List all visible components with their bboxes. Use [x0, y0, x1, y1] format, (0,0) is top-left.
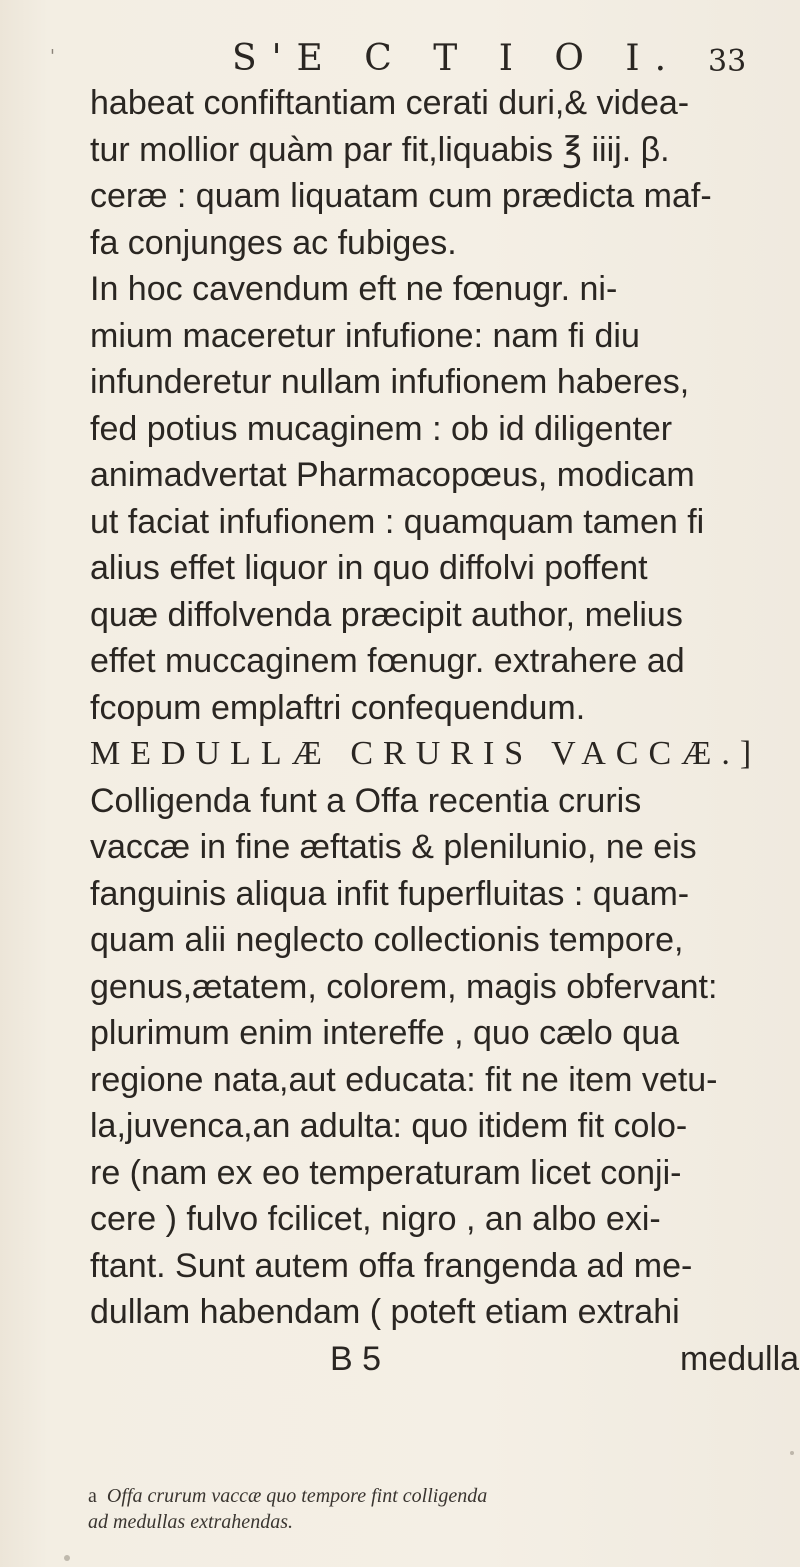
text-line: fcopum emplaftri confequendum. — [90, 688, 586, 727]
text-line: effet muccaginem fœnugr. extrahere ad — [90, 642, 685, 680]
section-title: S'E C T I O I. — [232, 38, 682, 79]
signature-mark: B 5 — [330, 1339, 382, 1378]
paper-speck — [64, 1555, 70, 1561]
paper-speck — [790, 1451, 794, 1455]
margin-mark: ' — [50, 46, 55, 67]
footnote-line — [88, 1483, 758, 1509]
footnote-line: ad medullas extrahendas. — [88, 1511, 293, 1533]
text-line: fanguinis aliqua infit fuperfluitas : quam- — [90, 874, 690, 913]
text-line: infunderetur nullam infufionem haberes, — [90, 363, 690, 401]
text-line: quæ diffolvenda præcipit author, melius — [90, 595, 683, 634]
body-text — [90, 80, 800, 1388]
footnote — [88, 1483, 758, 1535]
text-line: plurimum enim intereffe , quo cælo qua — [90, 1014, 680, 1052]
running-head — [0, 28, 800, 78]
text-line: ceræ : quam liquatam cum prædicta maf- — [90, 177, 712, 215]
text-line: alius effet liquor in quo diffolvi poffent — [90, 549, 648, 587]
text-line: genus,ætatem, colorem, magis obfervant: — [90, 967, 718, 1006]
text-line: vaccæ in fine æftatis & plenilunio, ne eis — [90, 828, 697, 866]
catchword: medulla — [680, 1339, 800, 1378]
text-line: fed potius mucaginem : ob id diligenter — [90, 409, 673, 448]
text-line: cere ) fulvo fcilicet, nigro , an albo exi- — [90, 1200, 661, 1238]
footnote-marker: a — [88, 1485, 97, 1507]
footnote-text: Offa crurum vaccæ quo tempore fint colligenda — [106, 1485, 488, 1507]
text-line: tur mollior quàm par fit,liquabis ℥ iiij. β. — [90, 130, 670, 169]
text-line: dullam habendam ( poteft etiam extrahi — [90, 1293, 680, 1331]
text-line: ftant. Sunt autem offa frangenda ad me- — [90, 1246, 693, 1285]
text-line: animadvertat Pharmacopœus, modicam — [90, 456, 695, 494]
text-line: mium maceretur infufione: nam fi diu — [90, 316, 640, 355]
text-line: Colligenda funt a Offa recentia cruris — [90, 781, 642, 820]
text-line: In hoc cavendum eft ne fœnugr. ni- — [90, 270, 618, 308]
text-line: fa conjunges ac fubiges. — [90, 223, 457, 262]
section-heading: MEDULLÆ CRURIS VACCÆ.] — [90, 735, 762, 772]
text-line: regione nata,aut educata: fit ne item vetu- — [90, 1060, 718, 1099]
signature-line — [90, 1336, 800, 1388]
text-line: quam alii neglecto collectionis tempore, — [90, 921, 684, 959]
text-line: ut faciat infufionem : quamquam tamen fi — [90, 502, 705, 541]
text-line: re (nam ex eo temperaturam licet conji- — [90, 1153, 682, 1192]
text-line: la,juvenca,an adulta: quo itidem fit colo- — [90, 1107, 688, 1145]
text-line: habeat confiftantiam cerati duri,& videa- — [90, 84, 690, 122]
page-number: 33 — [708, 44, 747, 79]
